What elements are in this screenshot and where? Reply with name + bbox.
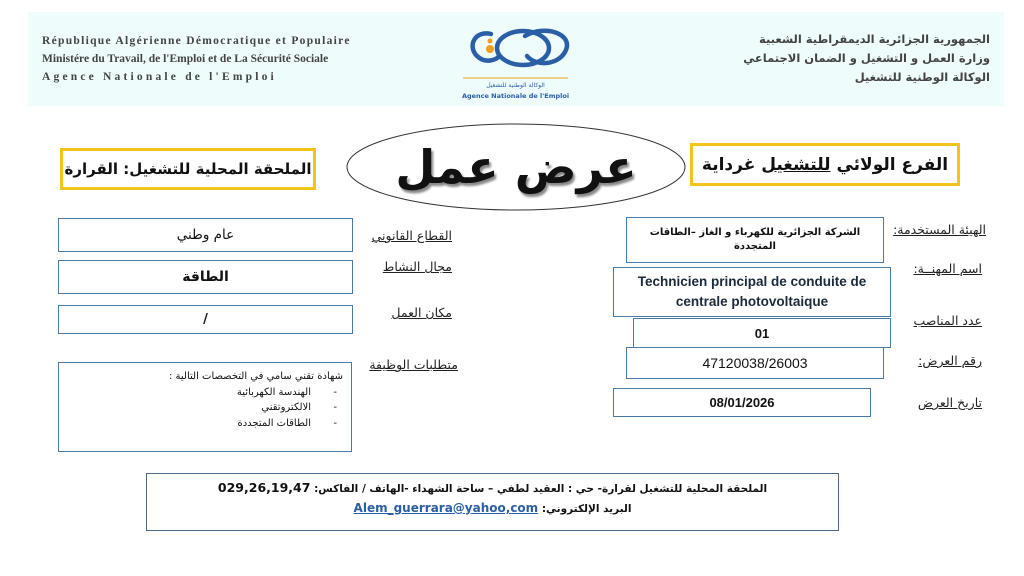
letterhead-arabic-line: وزارة العمل و التشغيل و الضمان الاجتماعي	[743, 51, 990, 65]
requirement-item	[59, 416, 343, 432]
legal-sector-text: عام وطني	[176, 227, 235, 243]
activity-field-text: الطاقة	[182, 269, 229, 285]
address-text: الملحقة المحلية للتشغيل لقرارة- حي : العقيد لطفي – ساحة الشهداء -الهاتف / الفاكس:	[314, 483, 768, 495]
address-line	[147, 480, 838, 495]
requirements-intro: شهادة تقني سامي في التخصصات التالية :	[168, 371, 343, 382]
offer-number-value	[626, 347, 884, 379]
requirements-box	[58, 362, 352, 452]
positions-value	[633, 318, 891, 348]
offer-number-label: رقم العرض:	[918, 353, 982, 368]
offer-number-text: 47120038/26003	[702, 355, 808, 371]
employer-value	[626, 217, 884, 263]
workplace-text: /	[203, 312, 208, 327]
anem-logo-icon	[453, 16, 578, 82]
positions-text: 01	[754, 325, 770, 341]
activity-field-label: مجال النشاط	[382, 259, 452, 274]
letterhead-french-line: Ministére du Travail, de l'Emploi et de La Sécurité Sociale	[42, 53, 329, 65]
branch-prefix: الفرع الولائي	[836, 154, 949, 175]
workplace-value	[58, 305, 353, 334]
branch-box	[690, 143, 960, 186]
requirement-text: الالكتروتقني	[261, 402, 311, 413]
phone-fax-number: 029,26,19,47	[217, 480, 311, 495]
employer-label: الهيئة المستخدمة:	[893, 222, 986, 237]
branch-underlined: للتشغيل	[761, 154, 831, 175]
email-link[interactable]: Alem_guerrara@yahoo,com	[353, 501, 539, 515]
letterhead	[28, 12, 1004, 106]
logo-french-text: Agence Nationale de l'Emploi	[461, 92, 570, 100]
requirement-item	[59, 385, 343, 401]
local-agency-text: الملحقة المحلية للتشغيل: القرارة	[64, 160, 312, 178]
job-title-text: Technicien principal de conduite de centrale photovoltaique	[637, 274, 867, 309]
employer-text: الشركة الجزائرية للكهرباء و الغاز –الطاقات المتجددة	[649, 227, 861, 252]
legal-sector-value	[58, 218, 353, 252]
offer-date-value	[613, 388, 871, 417]
workplace-label: مكان العمل	[391, 305, 452, 320]
requirements-label: متطلبات الوظيفة	[369, 357, 458, 372]
letterhead-arabic	[743, 30, 990, 87]
title-ellipse	[345, 122, 687, 212]
letterhead-arabic-line: الجمهورية الجزائرية الديمقراطية الشعبية	[758, 32, 990, 46]
offer-date-text: 08/01/2026	[709, 395, 775, 410]
job-title-label: اسم المهنــة:	[913, 261, 982, 276]
activity-field-value	[58, 260, 353, 294]
requirement-item	[59, 400, 343, 416]
bullet-dash-icon: -	[333, 417, 337, 429]
job-title-value	[613, 267, 891, 317]
page-title: عرض عمل	[395, 140, 637, 194]
requirement-text: الهندسة الكهربائية	[236, 386, 311, 398]
anem-logo	[453, 16, 578, 102]
contact-footer	[146, 473, 839, 531]
offer-date-label: تاريخ العرض	[917, 395, 982, 410]
local-agency-box	[60, 148, 316, 190]
requirement-text: الطاقات المتجددة	[237, 417, 311, 429]
letterhead-french-line: Agence Nationale de l'Emploi	[42, 71, 277, 83]
legal-sector-label: القطاع القانوني	[371, 228, 452, 243]
requirements-list	[59, 363, 351, 431]
email-line	[147, 501, 838, 515]
positions-label: عدد المناصب	[913, 313, 982, 328]
letterhead-french	[42, 32, 351, 86]
email-label: البريد الإلكتروني:	[541, 503, 632, 515]
bullet-dash-icon: -	[333, 386, 337, 398]
logo-arabic-text: الوكالة الوطنية للتشغيل	[486, 82, 545, 89]
bullet-dash-icon: -	[333, 402, 337, 413]
letterhead-arabic-line: الوكالة الوطنية للتشغيل	[854, 70, 990, 84]
branch-suffix: غرداية	[701, 154, 756, 175]
letterhead-french-line: République Algérienne Démocratique et Populaire	[42, 35, 351, 47]
